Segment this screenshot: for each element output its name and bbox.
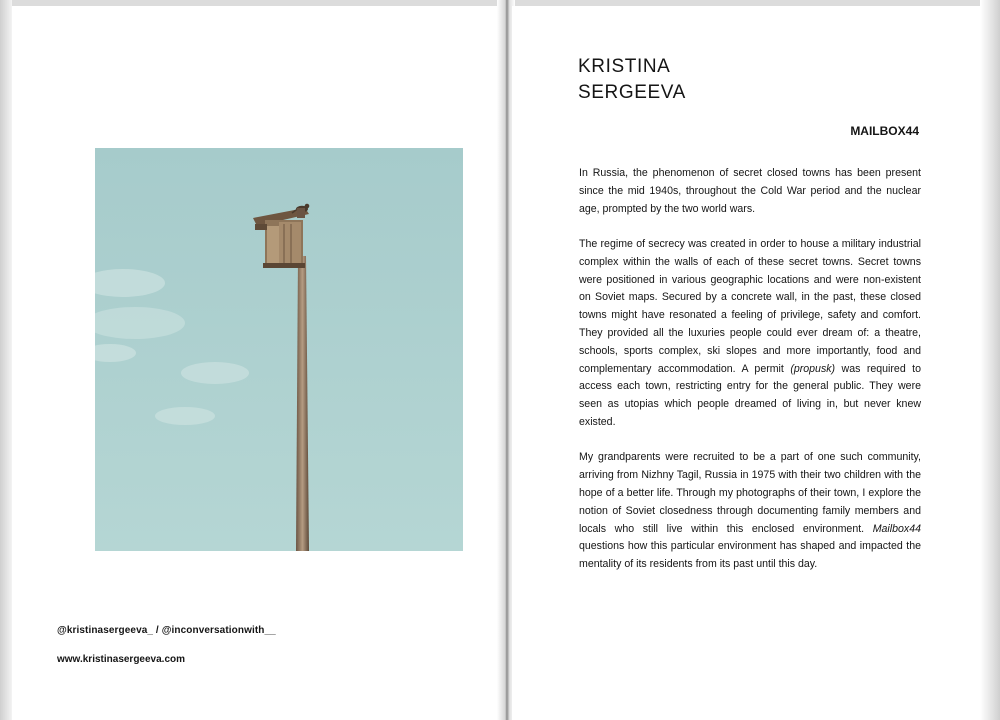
essay-text xyxy=(579,165,921,592)
artist-first-name: KRISTINA xyxy=(578,56,671,77)
page-edge-left xyxy=(0,0,12,720)
paragraph-2-text-b: was required to access each town, restricting entry for the general public. They were seen as utopias which people dreamed of living in, but never knew existed. xyxy=(579,362,922,428)
page-edge-right xyxy=(980,0,1000,720)
website-url: www.kristinasergeeva.com xyxy=(57,654,186,665)
essay-paragraph-2 xyxy=(579,236,921,432)
birdhouse-photo-illustration xyxy=(95,148,463,551)
paragraph-3-text-a: My grandparents were recruited to be a part of one such community, arriving from Nizhny Tagil, Russia in 1975 with their two children with the hope of a better life. Through my photographs of their town, I explore the notion of Soviet closedness through documenting family members and locals who still live within this enclosed environment. xyxy=(579,451,921,535)
paragraph-3-emphasis: Mailbox44 xyxy=(872,522,921,535)
paragraph-2-emphasis: (propusk) xyxy=(790,362,836,375)
social-handles: @kristinasergeeva_ / @inconversationwith__ xyxy=(57,625,276,636)
left-page xyxy=(10,6,507,720)
essay-paragraph-1: In Russia, the phenomenon of secret closed towns has been present since the mid 1940s, throughout the Cold War period and the nuclear age, prompted by the two world wars. xyxy=(579,167,921,215)
artist-name xyxy=(578,54,878,106)
artist-last-name: SERGEEVA xyxy=(578,82,686,103)
essay-paragraph-3 xyxy=(579,449,921,574)
project-title: MAILBOX44 xyxy=(850,124,919,138)
birdhouse-photograph xyxy=(95,148,463,551)
sky xyxy=(95,148,463,551)
paragraph-2-text-a: The regime of secrecy was created in order to house a military industrial complex within the walls of each of these secret towns. Secret towns were positioned in various geographic locations and were non-existent on Soviet maps. Secured by a concrete wall, in the past, these closed towns might have resonated a feeling of privilege, safety and comfort. They provided all the luxuries people could ever dream of: a theatre, schools, sports complex, ski slopes and more importantly, food and complementary accommodation. A permit xyxy=(579,237,921,375)
paragraph-3-text-b: questions how this particular environment has shaped and impacted the mentality of its residents from its past until this day. xyxy=(579,540,921,571)
